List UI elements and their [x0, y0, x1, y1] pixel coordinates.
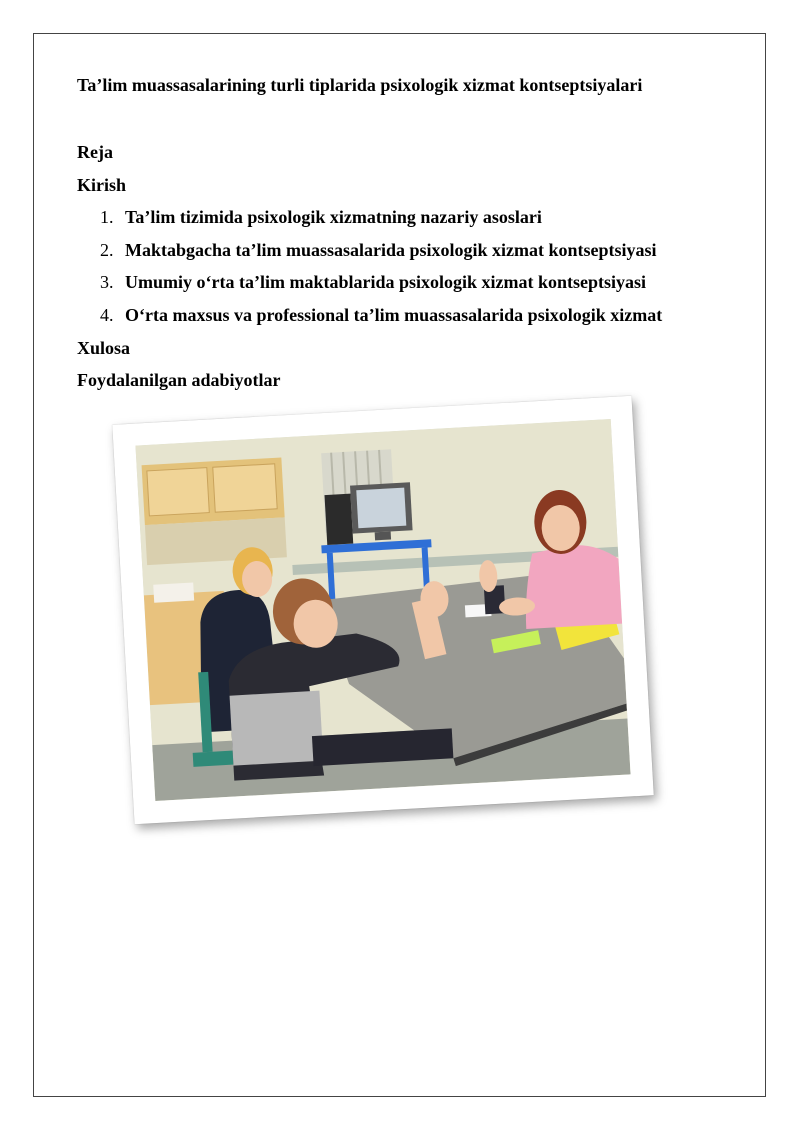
toc-item-number: 3.: [100, 272, 114, 292]
toc-item: [100, 272, 646, 293]
references-heading: Foydalanilgan adabiyotlar: [77, 370, 281, 390]
toc-item-number: 1.: [100, 207, 114, 227]
document-title: Ta’lim muassasalarining turli tiplarida psixologik xizmat kontseptsiyalari: [77, 75, 643, 95]
intro-heading: Kirish: [77, 175, 127, 195]
plan-heading: Reja: [77, 142, 113, 162]
toc-item: [100, 305, 662, 326]
toc-item: [100, 240, 657, 261]
session-photo: [135, 419, 630, 801]
conclusion-heading: Xulosa: [77, 338, 131, 358]
toc-item-number: 4.: [100, 305, 114, 325]
toc-item-number: 2.: [100, 240, 114, 260]
toc-item: [100, 207, 542, 228]
session-photo-illustration: [135, 419, 630, 801]
toc-item-text: Ta’lim tizimida psixologik xizmatning nazariy asoslari: [125, 207, 542, 227]
toc-item-text: O‘rta maxsus va professional ta’lim muassasalarida psixologik xizmat: [125, 305, 663, 325]
photo-frame: [112, 396, 654, 824]
toc-item-text: Umumiy o‘rta ta’lim maktablarida psixologik xizmat kontseptsiyasi: [125, 272, 647, 292]
toc-item-text: Maktabgacha ta’lim muassasalarida psixologik xizmat kontseptsiyasi: [125, 240, 657, 260]
